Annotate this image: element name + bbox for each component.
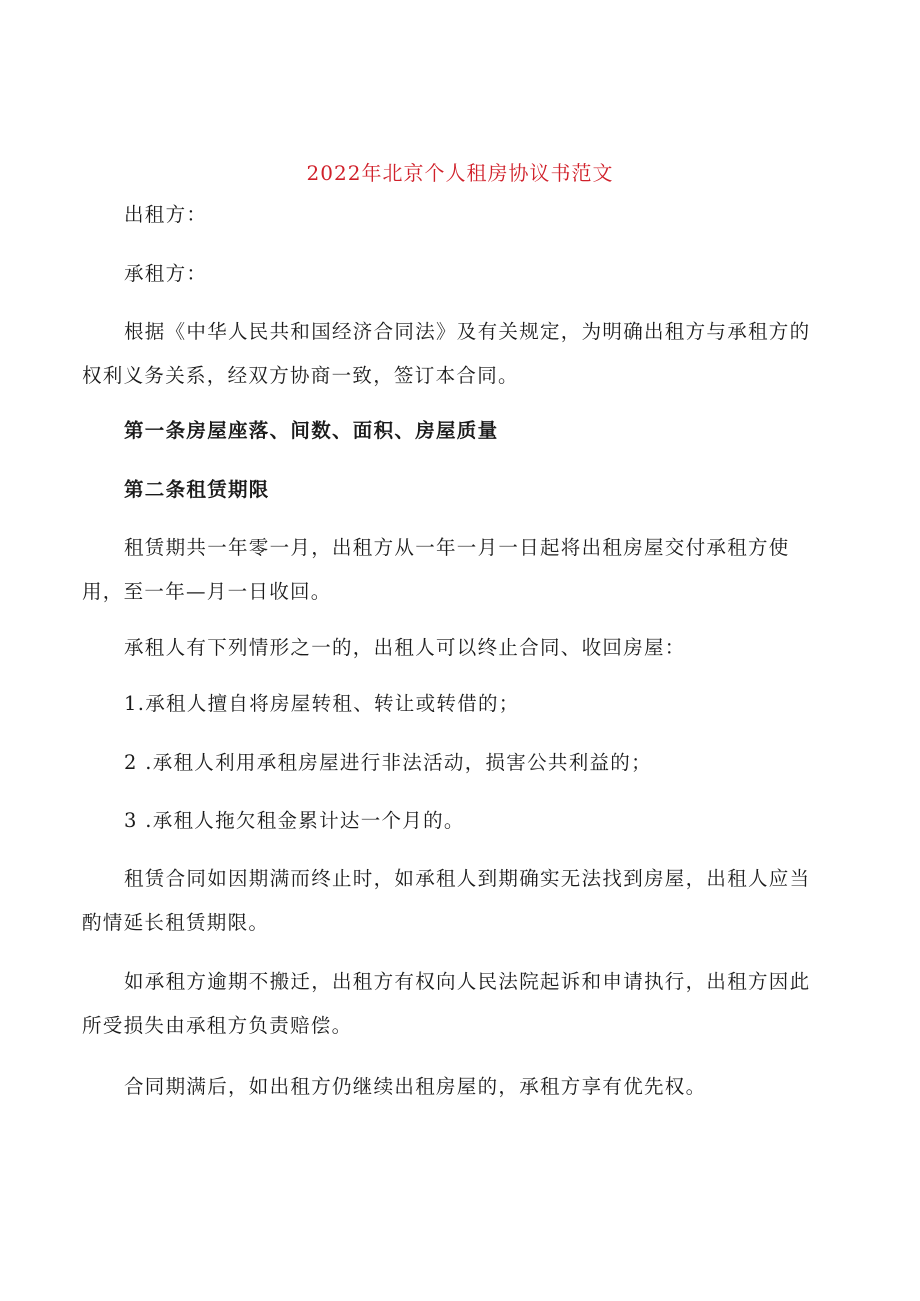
overstay-paragraph: 如承租方逾期不搬迁，出租方有权向人民法院起诉和申请执行，出租方因此所受损失由承租方负责赔偿。 [82, 970, 811, 1037]
termination-item-1: 1.承租人擅自将房屋转租、转让或转借的； [124, 692, 520, 715]
article-1-heading: 第一条房屋座落、间数、面积、房屋质量 [124, 419, 499, 442]
termination-item-3: 3 .承租人拖欠租金累计达一个月的。 [124, 809, 465, 832]
termination-intro: 承租人有下列情形之一的，出租人可以终止合同、收回房屋： [124, 636, 686, 659]
article-2-heading: 第二条租赁期限 [124, 478, 270, 501]
lessor-label: 出租方： [124, 203, 208, 226]
document-title: 2022年北京个人租房协议书范文 [306, 161, 614, 185]
extension-paragraph: 租赁合同如因期满而终止时，如承租人到期确实无法找到房屋，出租人应当酌情延长租赁期限。 [82, 867, 811, 934]
priority-paragraph: 合同期满后，如出租方仍继续出租房屋的，承租方享有优先权。 [124, 1075, 707, 1098]
term-paragraph: 租赁期共一年零一月，出租方从一年一月一日起将出租房屋交付承租方使用，至一年—月一日收回。 [82, 536, 790, 603]
lessee-label: 承租方： [124, 262, 208, 285]
termination-item-2: 2 .承租人利用承租房屋进行非法活动，损害公共利益的； [124, 751, 652, 774]
intro-paragraph: 根据《中华人民共和国经济合同法》及有关规定，为明确出租方与承租方的权利义务关系，经双方协商一致，签订本合同。 [82, 320, 811, 387]
